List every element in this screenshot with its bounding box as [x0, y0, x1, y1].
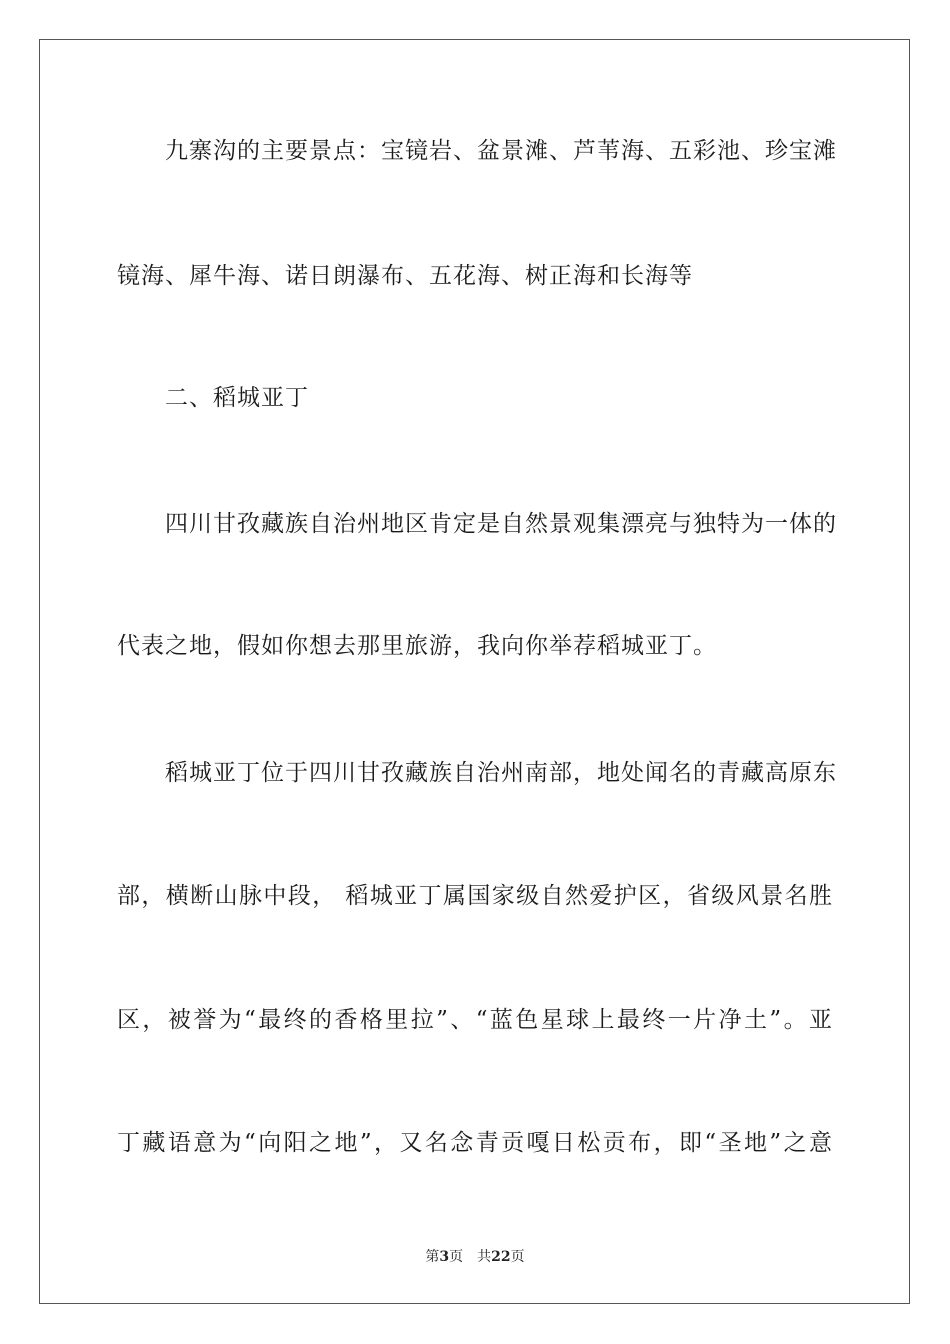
- page-footer: [0, 1247, 950, 1267]
- page-prefix: 第: [425, 1249, 440, 1265]
- page-suffix: 页: [449, 1249, 464, 1265]
- paragraph-line: 镜海、犀牛海、诺日朗瀑布、五花海、树正海和长海等: [117, 263, 693, 289]
- total-prefix: 共: [477, 1249, 492, 1265]
- paragraph-line: 部，横断山脉中段， 稻城亚丁属国家级自然爱护区，省级风景名胜: [117, 883, 833, 909]
- page-border: [39, 39, 910, 1304]
- section-heading: 二、稻城亚丁: [165, 385, 309, 411]
- paragraph-line: 九寨沟的主要景点：宝镜岩、盆景滩、芦苇海、五彩池、珍宝滩: [165, 138, 837, 164]
- paragraph-line: 四川甘孜藏族自治州地区肯定是自然景观集漂亮与独特为一体的: [165, 511, 837, 537]
- paragraph-line: 代表之地，假如你想去那里旅游，我向你举荐稻城亚丁。: [117, 633, 717, 659]
- paragraph-line: 稻城亚丁位于四川甘孜藏族自治州南部，地处闻名的青藏高原东: [165, 760, 837, 786]
- paragraph-line: 丁藏语意为“向阳之地”，又名念青贡嘎日松贡布，即“圣地”之意: [117, 1130, 833, 1156]
- total-suffix: 页: [510, 1249, 525, 1265]
- total-pages: 22: [491, 1249, 511, 1265]
- page-number: 3: [439, 1249, 450, 1265]
- paragraph-line: 区，被誉为“最终的香格里拉”、“蓝色星球上最终一片净土”。亚: [117, 1007, 833, 1033]
